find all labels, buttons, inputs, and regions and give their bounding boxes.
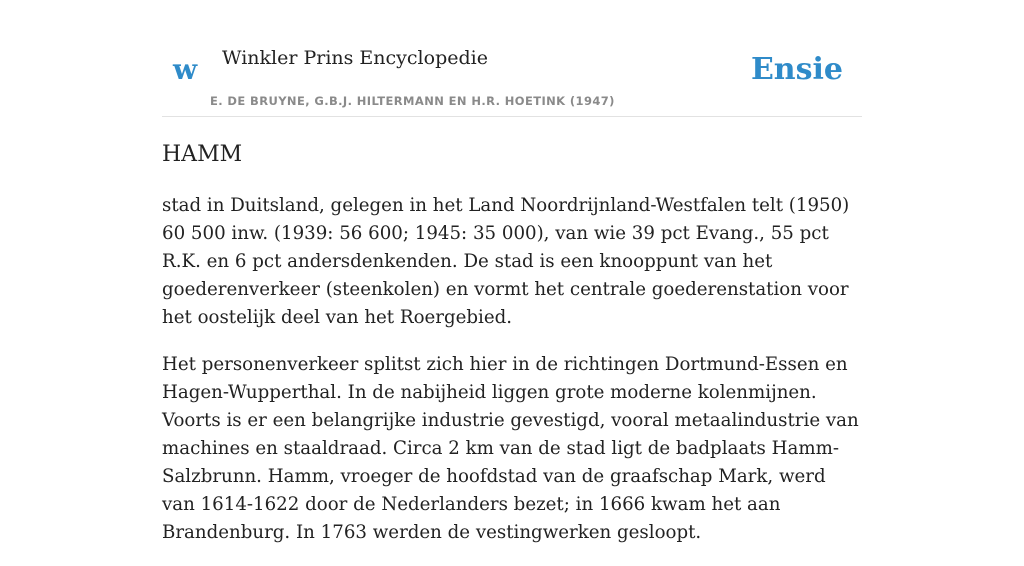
entry-paragraph: Het personenverkeer splitst zich hier in de richtingen Dortmund-Essen en Hagen-Wupperthal. In de nabijheid liggen grote moderne kolenmijnen. Voorts is er een belangrijke industrie gevestigd, vooral metaalindustrie van machines en staaldraad. Circa 2 km van de stad ligt de badplaats Hamm-Salzbrunn. Hamm, vroeger de hoofdstad van de graafschap Mark, werd van 1614-1622 door de Nederlanders bezet; in 1666 kwam het aan Brandenburg. In 1763 werden de vestingwerken gesloopt.: [162, 354, 859, 543]
entry-paragraph: stad in Duitsland, gelegen in het Land Noordrijnland-Westfalen telt (1950) 60 500 inw. (1939: 56 600; 1945: 35 000), van wie 39 pct Evang., 55 pct R.K. en 6 pct andersdenkenden. De stad is een knooppunt van het goederenverkeer (steenkolen) en vormt het centrale goederenstation voor het oostelijk deel van het Roergebied.: [162, 195, 850, 328]
publication-logo[interactable]: w: [173, 53, 198, 86]
entry-body: [162, 192, 862, 566]
entry-title: HAMM: [162, 142, 243, 167]
publication-authors: E. DE BRUYNE, G.B.J. HILTERMANN EN H.R. HOETINK (1947): [210, 94, 615, 108]
ensie-logo[interactable]: Ensie: [750, 52, 843, 87]
publication-title[interactable]: Winkler Prins Encyclopedie: [222, 47, 488, 69]
publication-header: [162, 0, 862, 117]
